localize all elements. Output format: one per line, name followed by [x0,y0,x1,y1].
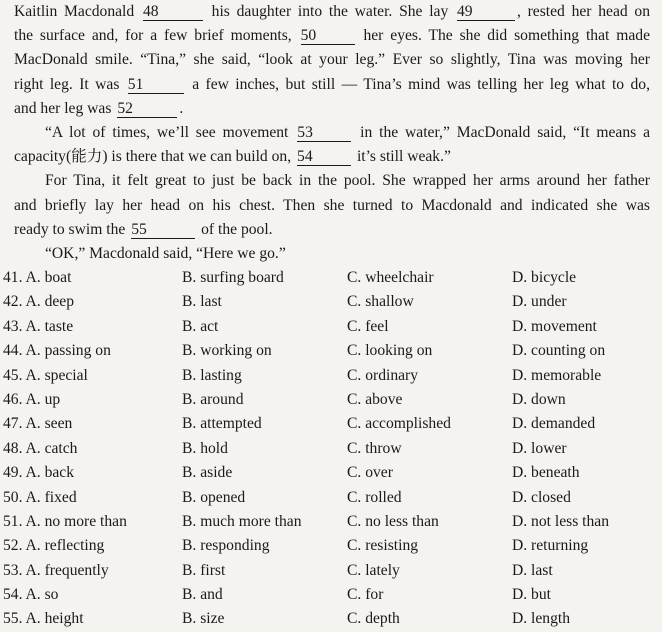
passage-text: MacDonald smile. “Tina,” she said, “look at your leg.” Ever so slightly, Tina was moving her [14,51,650,69]
option-b: B. attempted [182,415,262,433]
option-b: B. last [182,293,222,311]
option-a: 48. A. catch [3,439,78,457]
option-a: 52. A. reflecting [3,537,105,555]
option-a: 54. A. so [3,586,59,604]
option-c: C. lately [347,561,400,579]
passage-text: the surface and, for a few brief moments, [14,27,292,45]
option-d: D. but [512,586,551,604]
passage-text: it’s still weak.” [356,148,451,166]
option-b: B. act [182,317,219,335]
option-b: B. and [182,586,223,604]
question-row [0,486,662,510]
option-b: B. hold [182,439,228,457]
option-d: D. lower [512,439,567,457]
option-b: B. working on [182,342,272,360]
option-b: B. size [182,610,225,628]
option-d: D. demanded [512,415,596,433]
option-c: C. no less than [347,512,439,530]
blank-52: 52 [117,100,177,118]
option-c: C. throw [347,439,402,457]
blank-53: 53 [297,124,351,142]
option-d: D. closed [512,488,571,506]
option-c: C. looking on [347,342,433,360]
option-d: D. under [512,293,567,311]
option-c: C. depth [347,610,400,628]
question-row [0,461,662,485]
passage-line [14,97,650,121]
option-d: D. returning [512,537,589,555]
blank-49: 49 [457,3,515,21]
passage-text: , rested her head on [516,3,650,20]
option-a: 49. A. back [3,464,75,482]
question-row [0,534,662,558]
passage-line [14,145,650,169]
blank-48: 48 [143,3,203,21]
option-b: B. much more than [182,512,302,530]
passage-line [14,0,650,24]
question-row [0,510,662,534]
passage-text: Kaitlin Macdonald [14,3,135,20]
question-row [0,364,662,388]
option-c: C. ordinary [347,366,419,384]
passage-text: ready to swim the [14,220,126,238]
passage-line [14,24,650,48]
passage-line [14,194,650,218]
passage-text: and her leg was [14,99,112,117]
option-d: D. down [512,390,566,408]
option-c: C. accomplished [347,415,451,433]
answer-options [0,266,662,632]
option-c: C. for [347,586,384,604]
option-d: D. counting on [512,342,606,360]
passage-text: his daughter into the water. She lay [211,3,449,20]
option-c: C. feel [347,317,389,335]
blank-50: 50 [301,27,355,45]
option-c: C. rolled [347,488,402,506]
passage-text: For Tina, it felt great to just be back in the pool. She wrapped her arms around her father [45,172,650,190]
passage-text: “A lot of times, we’ll see movement [45,123,289,141]
passage-text: in the water,” MacDonald said, “It means a [360,123,650,141]
passage-text: . [179,99,184,117]
passage-line [14,218,650,242]
question-row [0,339,662,363]
passage-line [14,242,650,266]
option-b: B. lasting [182,366,242,384]
blank-54: 54 [297,148,351,166]
passage-text: right leg. It was [14,75,120,93]
option-d: D. last [512,561,553,579]
question-row [0,315,662,339]
cloze-passage [14,0,650,266]
blank-55: 55 [131,221,195,239]
question-row [0,559,662,583]
option-b: B. around [182,390,244,408]
option-d: D. bicycle [512,269,577,286]
option-b: B. opened [182,488,246,506]
option-d: D. beneath [512,464,580,482]
passage-text: “OK,” Macdonald said, “Here we go.” [45,244,286,262]
passage-text: and briefly lay her head on his chest. Then she turned to Macdonald and indicated she was [14,196,650,214]
option-d: D. memorable [512,366,602,384]
question-row [0,412,662,436]
option-a: 53. A. frequently [3,561,109,579]
option-c: C. over [347,464,393,482]
option-c: C. wheelchair [347,269,434,286]
option-b: B. responding [182,537,270,555]
passage-text: capacity(能力) is there that we can build on, [14,148,292,166]
option-a: 41. A. boat [3,269,72,286]
question-row [0,266,662,290]
passage-text: a few inches, but still — Tina’s mind was telling her leg what to do, [192,75,650,93]
option-c: C. shallow [347,293,414,311]
question-row [0,388,662,412]
option-c: C. resisting [347,537,419,555]
passage-text: her eyes. The she did something that made [363,27,650,45]
question-row [0,583,662,607]
passage-text: of the pool. [201,220,273,238]
passage-line [14,48,650,72]
passage-line [14,169,650,193]
question-row [0,437,662,461]
passage-line [14,121,650,145]
option-d: D. length [512,610,571,628]
option-a: 44. A. passing on [3,342,111,360]
passage-line [14,73,650,97]
option-a: 47. A. seen [3,415,73,433]
option-d: D. not less than [512,512,610,530]
question-row [0,290,662,314]
option-a: 50. A. fixed [3,488,77,506]
option-b: B. aside [182,464,233,482]
option-d: D. movement [512,317,597,335]
option-a: 45. A. special [3,366,88,384]
option-b: B. surfing board [182,269,284,286]
option-a: 42. A. deep [3,293,75,311]
blank-51: 51 [128,76,184,94]
option-b: B. first [182,561,226,579]
option-a: 43. A. taste [3,317,74,335]
option-a: 55. A. height [3,610,84,628]
option-a: 51. A. no more than [3,512,127,530]
option-a: 46. A. up [3,390,61,408]
option-c: C. above [347,390,403,408]
question-row [0,607,662,631]
